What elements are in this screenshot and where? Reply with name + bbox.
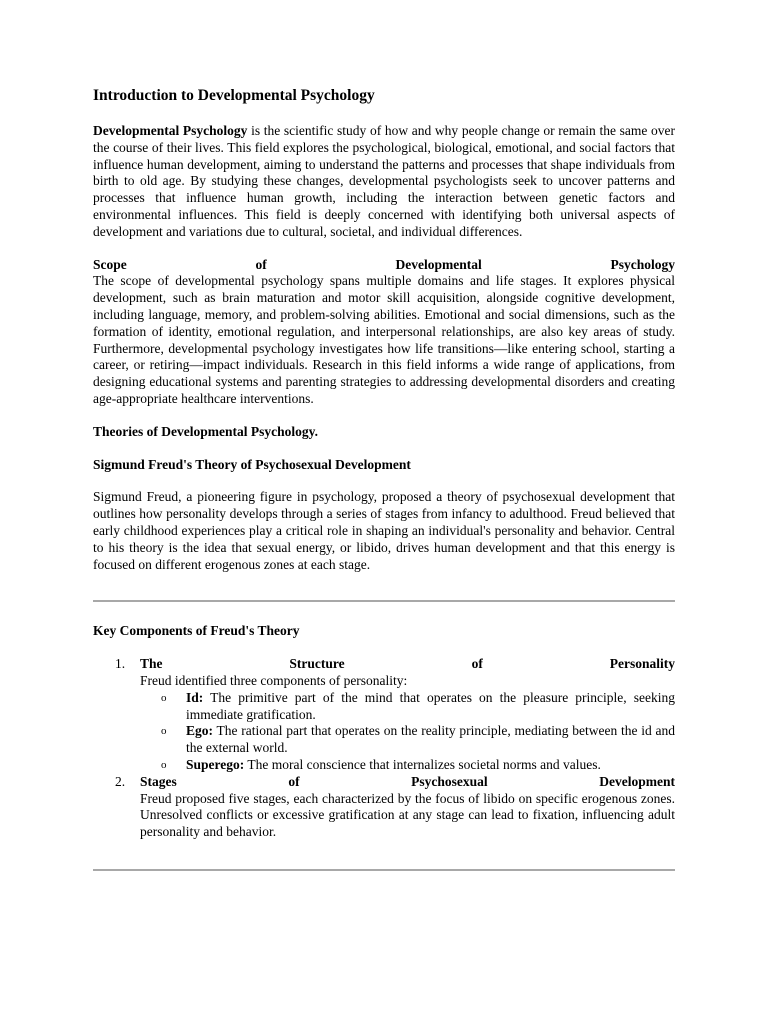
bullet-icon: o — [161, 758, 167, 771]
spacer — [93, 640, 675, 656]
list-number: 1. — [115, 656, 126, 672]
personality-components-list — [140, 690, 675, 774]
sublist-text: The primitive part of the mind that operates on the pleasure principle, seeking immediate gratification. — [186, 689, 675, 722]
intro-term: Developmental Psychology — [93, 123, 248, 138]
document-page — [93, 86, 675, 871]
list-heading-word: Structure — [289, 656, 345, 672]
scope-heading-word: Developmental — [395, 256, 482, 272]
list-item-heading — [140, 774, 675, 791]
freud-heading: Sigmund Freud's Theory of Psychosexual Development — [93, 456, 411, 472]
list-heading-word: Stages — [140, 773, 177, 789]
list-number: 2. — [115, 773, 126, 789]
freud-paragraph: Sigmund Freud, a pioneering figure in psychology, proposed a theory of psychosexual development that outlines how personality develops through a series of stages from infancy to adulthood. Freud believed that early childhood experiences play a critical role in shaping an individual's personality and behavior. Central to his theory is the idea that sexual energy, or libido, drives human development and that this energy is focused on different erogenous zones at each stage. — [93, 489, 675, 572]
sublist-item-ego — [140, 723, 675, 757]
scope-heading-word: Psychology — [610, 256, 675, 272]
sublist-term: Id: — [186, 689, 204, 705]
spacer — [93, 841, 675, 869]
sublist-item-id — [140, 690, 675, 724]
sublist-item-superego — [140, 757, 675, 774]
sublist-text: The moral conscience that internalizes societal norms and values. — [244, 756, 601, 772]
list-item-text: Freud identified three components of personality: — [140, 672, 408, 688]
spacer — [93, 241, 675, 257]
scope-paragraph: The scope of developmental psychology spans multiple domains and life stages. It explores physical development, such as brain maturation and motor skill acquisition, alongside cognitive development, including language, memory, and problem-solving abilities. Emotional and social dimensions, such as the formation of identity, emotional regulation, and interpersonal relationships, are also key areas of study. Furthermore, developmental psychology investigates how life transitions—like entering school, starting a career, or retiring—impact individuals. Research in this field informs a wide range of applications, from designing educational systems and parenting strategies to addressing developmental disorders and creating age-appropriate healthcare interventions. — [93, 273, 675, 406]
spacer — [93, 441, 675, 457]
spacer — [93, 408, 675, 424]
key-components-heading: Key Components of Freud's Theory — [93, 623, 300, 639]
horizontal-rule — [93, 869, 675, 871]
list-item-structure — [93, 656, 675, 774]
list-heading-word: Development — [599, 773, 675, 789]
spacer — [93, 473, 675, 489]
intro-paragraph — [93, 123, 675, 241]
theories-heading: Theories of Developmental Psychology. — [93, 423, 318, 439]
bullet-icon: o — [161, 691, 167, 704]
list-item-heading — [140, 656, 675, 673]
document-title: Introduction to Developmental Psychology — [93, 87, 375, 104]
spacer — [93, 602, 675, 623]
scope-heading — [93, 257, 675, 274]
bullet-icon: o — [161, 725, 167, 738]
spacer — [93, 573, 675, 600]
list-item-text: Freud proposed five stages, each characterized by the focus of libido on specific erogenous zones. Unresolved conflicts or excessive gratification at any stage can lead to fixation, influencing adult personality and behavior. — [140, 790, 675, 840]
key-components-list — [93, 656, 675, 841]
sublist-term: Ego: — [186, 723, 213, 739]
list-heading-word: Personality — [609, 656, 675, 672]
scope-heading-word: of — [255, 256, 267, 272]
list-heading-word: of — [288, 773, 300, 789]
list-heading-word: The — [140, 656, 163, 672]
sublist-text: The rational part that operates on the reality principle, mediating between the id and the external world. — [186, 723, 675, 756]
list-heading-word: of — [471, 656, 483, 672]
list-heading-word: Psychosexual — [411, 773, 488, 789]
scope-heading-word: Scope — [93, 256, 127, 272]
sublist-term: Superego: — [186, 756, 245, 772]
intro-text: is the scientific study of how and why people change or remain the same over the course of their lives. This field explores the psychological, biological, emotional, and social factors that influence human development, aiming to understand the patterns and processes that shape individuals from birth to old age. By studying these changes, developmental psychologists seek to uncover patterns and processes that influence human growth, including the interaction between genetic factors and environmental influences. This field is deeply concerned with identifying both universal aspects of development and variations due to cultural, societal, and individual differences. — [93, 123, 675, 239]
list-item-stages — [93, 774, 675, 841]
